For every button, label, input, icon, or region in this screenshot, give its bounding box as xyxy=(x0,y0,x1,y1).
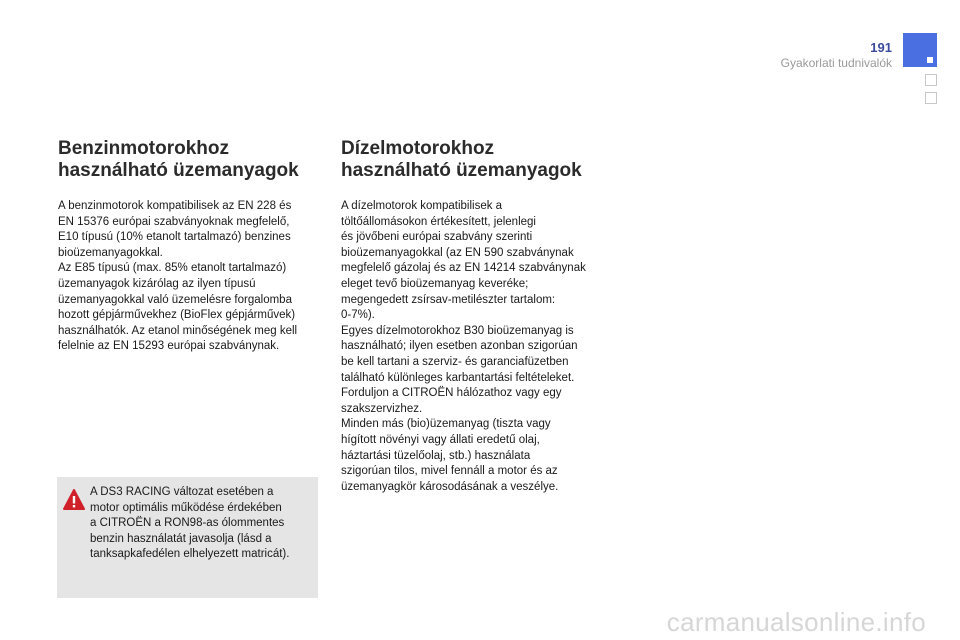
section-heading xyxy=(341,138,611,182)
heading-line: Dízelmotorokhoz xyxy=(341,138,495,159)
tab-marker-icon xyxy=(927,57,933,63)
chapter-tab[interactable] xyxy=(925,74,937,86)
diesel-fuel-section xyxy=(341,138,611,495)
section-body xyxy=(341,199,611,495)
section-heading xyxy=(58,138,320,182)
chapter-tab[interactable] xyxy=(925,92,937,104)
warning-box xyxy=(57,477,318,598)
warning-text: A DS3 RACING változat esetében a motor optimális működése érdekében a CITROËN a RON98-as ólommentes benzin használatát javasolja (lásd a tanksapkafedélen elhelyezett matricát). xyxy=(90,486,290,561)
warning-exclamation-icon xyxy=(63,489,85,511)
watermark: carmanualsonline.info xyxy=(666,607,926,637)
chapter-tab-active[interactable] xyxy=(903,33,937,67)
section-name: Gyakorlati tudnivalók xyxy=(780,56,892,70)
heading-line: használható üzemanyagok xyxy=(58,160,299,181)
heading-line: használható üzemanyagok xyxy=(341,160,582,181)
section-body xyxy=(58,199,320,355)
page-number: 191 xyxy=(870,40,892,55)
body-text: A dízelmotorok kompatibilisek a töltőállomásokon értékesített, jelenlegi és jövőbeni európai szabvány szerinti bioüzemanyagokkal (az EN 590 szabványnak megfelelő gázolaj és az EN 14214 szabványnak eleget tevő bioüzemanyag keveréke; megengedett zsírsav-metilészter tartalom: 0-7%). Egyes dízelmotorokhoz B30 bioüzemanyag is használható; ilyen esetben azonban szigorúan be kell tartani a szerviz- és garanciafüzetben található különleges karbantartási feltételeket. Forduljon a CITROËN hálózathoz vagy egy szakszervizhez. Minden más (bio)üzemanyag (tiszta vagy hígított növényi vagy állati eredetű olaj, háztartási tüzelőolaj, stb.) használata szigorúan tilos, mivel fennáll a motor és az üzemanyagkör károsodásának a veszélye. xyxy=(341,200,586,493)
heading-line: Benzinmotorokhoz xyxy=(58,138,229,159)
body-text: A benzinmotorok kompatibilisek az EN 228 és EN 15376 európai szabványoknak megfelelő, E10 típusú (10% etanolt tartalmazó) benzines bioüzemanyagokkal. Az E85 típusú (max. 85% etanolt tartalmazó) üzemanyagok kizárólag az ilyen típusú üzemanyagokkal való üzemelésre forgalomba hozott gépjárművekhez (BioFlex gépjárművek) használhatók. Az etanol minőségének meg kell felelnie az EN 15293 európai szabványnak. xyxy=(58,200,298,353)
petrol-fuel-section xyxy=(58,138,320,355)
